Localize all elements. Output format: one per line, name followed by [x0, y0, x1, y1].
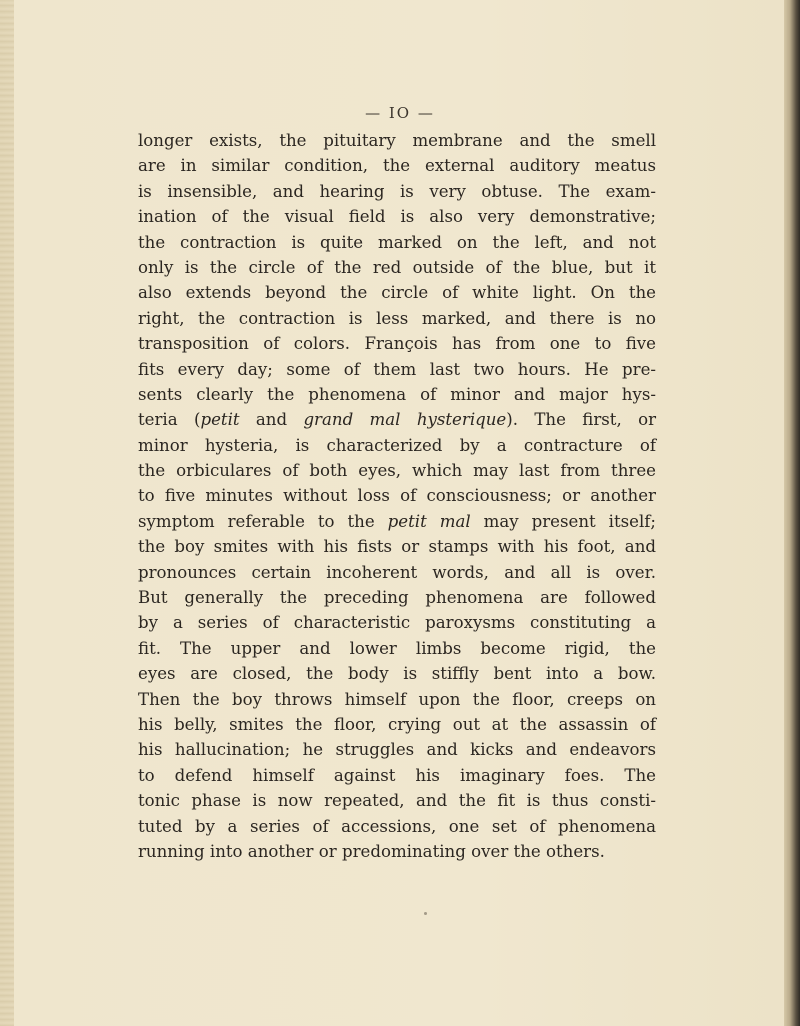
- page-right-edge: [784, 0, 800, 1026]
- text-line: pronounces certain incoherent words, and all is over.: [138, 562, 656, 582]
- text-line-with-italics: [138, 407, 656, 432]
- text-segment: ). The first, or: [506, 410, 656, 430]
- paper-speck: [424, 912, 427, 915]
- text-line: the boy smites with his fists or stamps with his foot, and: [138, 537, 656, 557]
- page-number: — IO —: [365, 104, 435, 122]
- text-line: also extends beyond the circle of white light. On the: [138, 283, 656, 303]
- text-line: tuted by a series of accessions, one set of phenomena: [138, 816, 656, 836]
- text-line-with-italics: [138, 509, 656, 534]
- text-line: sents clearly the phenomena of minor and major hys-: [138, 384, 656, 404]
- text-line: are in similar condition, the external auditory meatus: [138, 156, 656, 176]
- text-line: tonic phase is now repeated, and the fit is thus consti-: [138, 791, 656, 811]
- text-segment: teria (: [138, 410, 201, 430]
- text-line: running into another or predominating over the others.: [138, 841, 605, 861]
- text-line: by a series of characteristic paroxysms constituting a: [138, 613, 656, 633]
- text-line: to defend himself against his imaginary foes. The: [138, 765, 656, 785]
- text-line: minor hysteria, is characterized by a contracture of: [138, 435, 656, 455]
- text-line: his hallucination; he struggles and kicks and endeavors: [138, 740, 656, 760]
- text-line: to five minutes without loss of consciousness; or another: [138, 486, 656, 506]
- text-line: the orbiculares of both eyes, which may last from three: [138, 461, 656, 481]
- text-line: But generally the preceding phenomena are followed: [138, 588, 656, 608]
- text-line: only is the circle of the red outside of the blue, but it: [138, 257, 656, 277]
- text-segment: symptom referable to the: [138, 511, 388, 531]
- text-line: Then the boy throws himself upon the floor, creeps on: [138, 689, 656, 709]
- text-line: fits every day; some of them last two hours. He pre-: [138, 359, 656, 379]
- text-line: the contraction is quite marked on the left, and not: [138, 232, 656, 252]
- italic-term-petit: petit: [200, 410, 240, 430]
- text-line: is insensible, and hearing is very obtuse. The exam-: [138, 181, 656, 201]
- text-line: ination of the visual field is also very demonstrative;: [138, 207, 656, 227]
- text-line: eyes are closed, the body is stiffly bent into a bow.: [138, 664, 656, 684]
- text-line: transposition of colors. François has from one to five: [138, 334, 656, 354]
- text-line: longer exists, the pituitary membrane and the smell: [138, 131, 656, 150]
- page-left-edge: [0, 0, 14, 1026]
- text-line: his belly, smites the floor, crying out at the assassin of: [138, 714, 656, 734]
- italic-term-petit-mal: petit mal: [387, 511, 471, 531]
- body-text: [138, 128, 656, 864]
- text-line: fit. The upper and lower limbs become rigid, the: [138, 638, 656, 658]
- text-segment: and: [239, 410, 304, 430]
- text-segment: may present itself;: [470, 511, 656, 531]
- text-line: right, the contraction is less marked, and there is no: [138, 308, 656, 328]
- italic-term-grand-mal: grand mal hysterique: [303, 410, 507, 430]
